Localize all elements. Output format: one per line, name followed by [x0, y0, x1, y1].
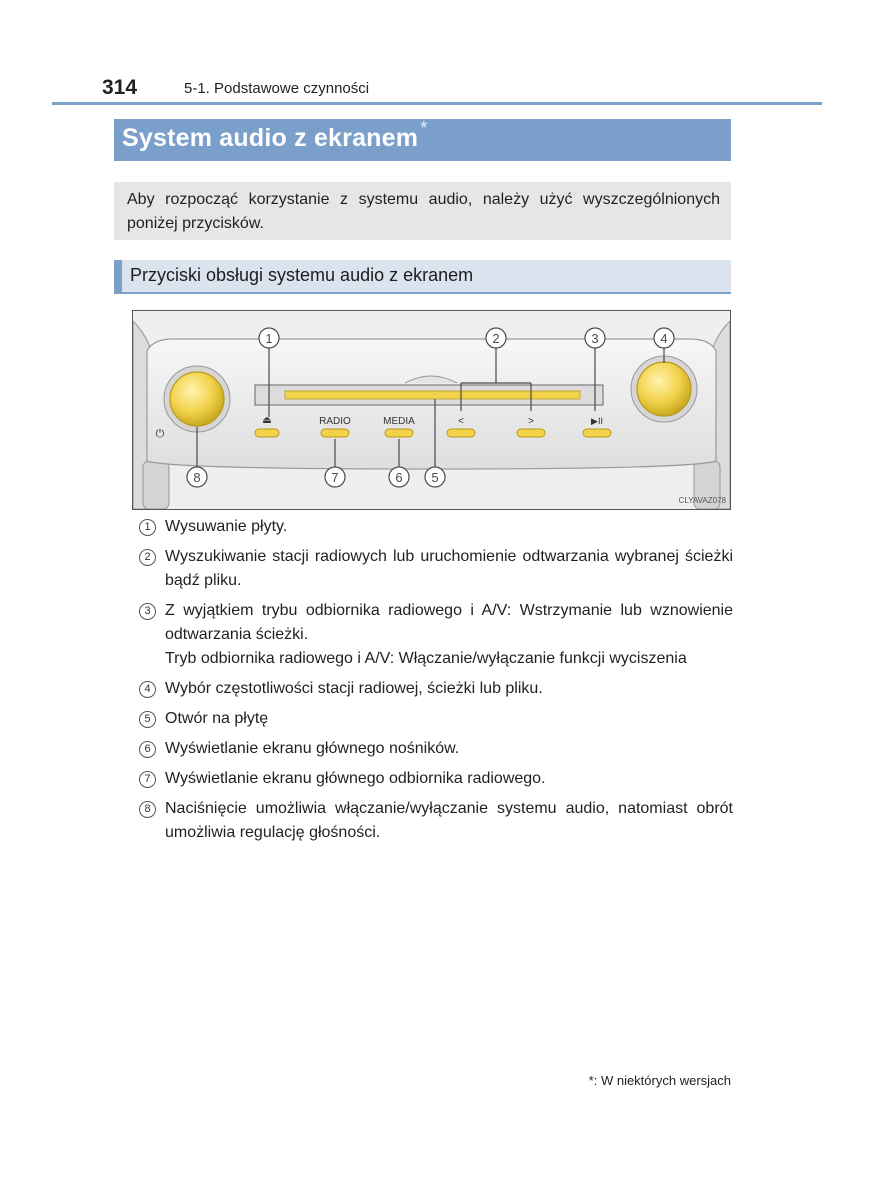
legend-number: 1	[139, 519, 156, 536]
legend-text: Wyszukiwanie stacji radiowych lub uruchomienie odtwarzania wybranej ścieżki bądź pliku.	[165, 548, 733, 589]
legend-text: Wyświetlanie ekranu głównego odbiornika radiowego.	[165, 770, 546, 787]
callout-1: 1	[265, 331, 273, 346]
legend-number: 3	[139, 603, 156, 620]
legend-item	[137, 515, 733, 539]
legend-number: 8	[139, 801, 156, 818]
legend-number: 7	[139, 771, 156, 788]
eject-button[interactable]	[255, 429, 279, 437]
audio-panel-figure	[132, 310, 731, 510]
radio-label: RADIO	[319, 416, 351, 427]
legend-item	[137, 599, 733, 671]
audio-panel-illustration	[133, 311, 730, 509]
legend-text: Z wyjątkiem trybu odbiornika radiowego i A/V: Wstrzymanie lub wznowienie odtwarzania ścieżki.	[165, 602, 733, 643]
legend-number: 6	[139, 741, 156, 758]
seek-prev-button[interactable]	[447, 429, 475, 437]
disc-slot[interactable]	[285, 391, 580, 399]
section-breadcrumb: 5-1. Podstawowe czynności	[184, 80, 370, 97]
legend-list	[137, 515, 733, 851]
callout-3: 3	[591, 331, 599, 346]
prev-icon: <	[458, 416, 464, 427]
tune-scroll-knob[interactable]	[631, 356, 697, 422]
footnote: *: W niektórych wersjach	[588, 1073, 731, 1088]
radio-button[interactable]	[321, 429, 349, 437]
page-number: 314	[102, 76, 138, 99]
play-pause-icon: ▶II	[591, 416, 603, 426]
media-button[interactable]	[385, 429, 413, 437]
page-header	[102, 76, 822, 104]
legend-text: Naciśnięcie umożliwia włączanie/wyłączanie systemu audio, natomiast obrót umożliwia regulację głośności.	[165, 800, 733, 841]
subsection-accent	[114, 260, 122, 292]
legend-number: 5	[139, 711, 156, 728]
legend-item	[137, 737, 733, 761]
legend-text: Otwór na płytę	[165, 710, 269, 727]
power-icon: ⏻	[155, 427, 165, 440]
legend-item	[137, 677, 733, 701]
legend-number: 4	[139, 681, 156, 698]
header-divider	[52, 102, 822, 105]
legend-subtext: Tryb odbiornika radiowego i A/V: Włączanie/wyłączanie funkcji wyciszenia	[165, 650, 687, 667]
callout-8: 8	[193, 470, 201, 485]
legend-number: 2	[139, 549, 156, 566]
callout-2: 2	[492, 331, 500, 346]
title-footnote-marker: *	[420, 118, 428, 138]
intro-text: Aby rozpocząć korzystanie z systemu audio, należy użyć wyszczególnionych poniżej przycisków.	[127, 191, 720, 232]
eject-icon: ⏏	[262, 415, 272, 426]
callout-6: 6	[395, 470, 403, 485]
section-title	[122, 118, 428, 153]
subsection-title: Przyciski obsługi systemu audio z ekranem	[130, 265, 474, 285]
legend-text: Wybór częstotliwości stacji radiowej, ścieżki lub pliku.	[165, 680, 543, 697]
legend-item	[137, 707, 733, 731]
intro-box	[114, 182, 731, 240]
play-pause-button[interactable]	[583, 429, 611, 437]
power-volume-knob[interactable]	[164, 366, 230, 432]
legend-text: Wysuwanie płyty.	[165, 518, 288, 535]
section-title-text: System audio z ekranem	[122, 124, 419, 152]
callout-7: 7	[331, 470, 339, 485]
callout-5: 5	[431, 470, 439, 485]
legend-text: Wyświetlanie ekranu głównego nośników.	[165, 740, 460, 757]
media-label: MEDIA	[383, 416, 415, 427]
callout-4: 4	[660, 331, 668, 346]
subsection-bar	[114, 260, 731, 294]
section-title-bar	[114, 119, 731, 161]
seek-next-button[interactable]	[517, 429, 545, 437]
figure-code: CLYAVAZ078	[678, 496, 726, 505]
legend-item	[137, 545, 733, 593]
legend-item	[137, 797, 733, 845]
next-icon: >	[528, 416, 534, 427]
legend-item	[137, 767, 733, 791]
